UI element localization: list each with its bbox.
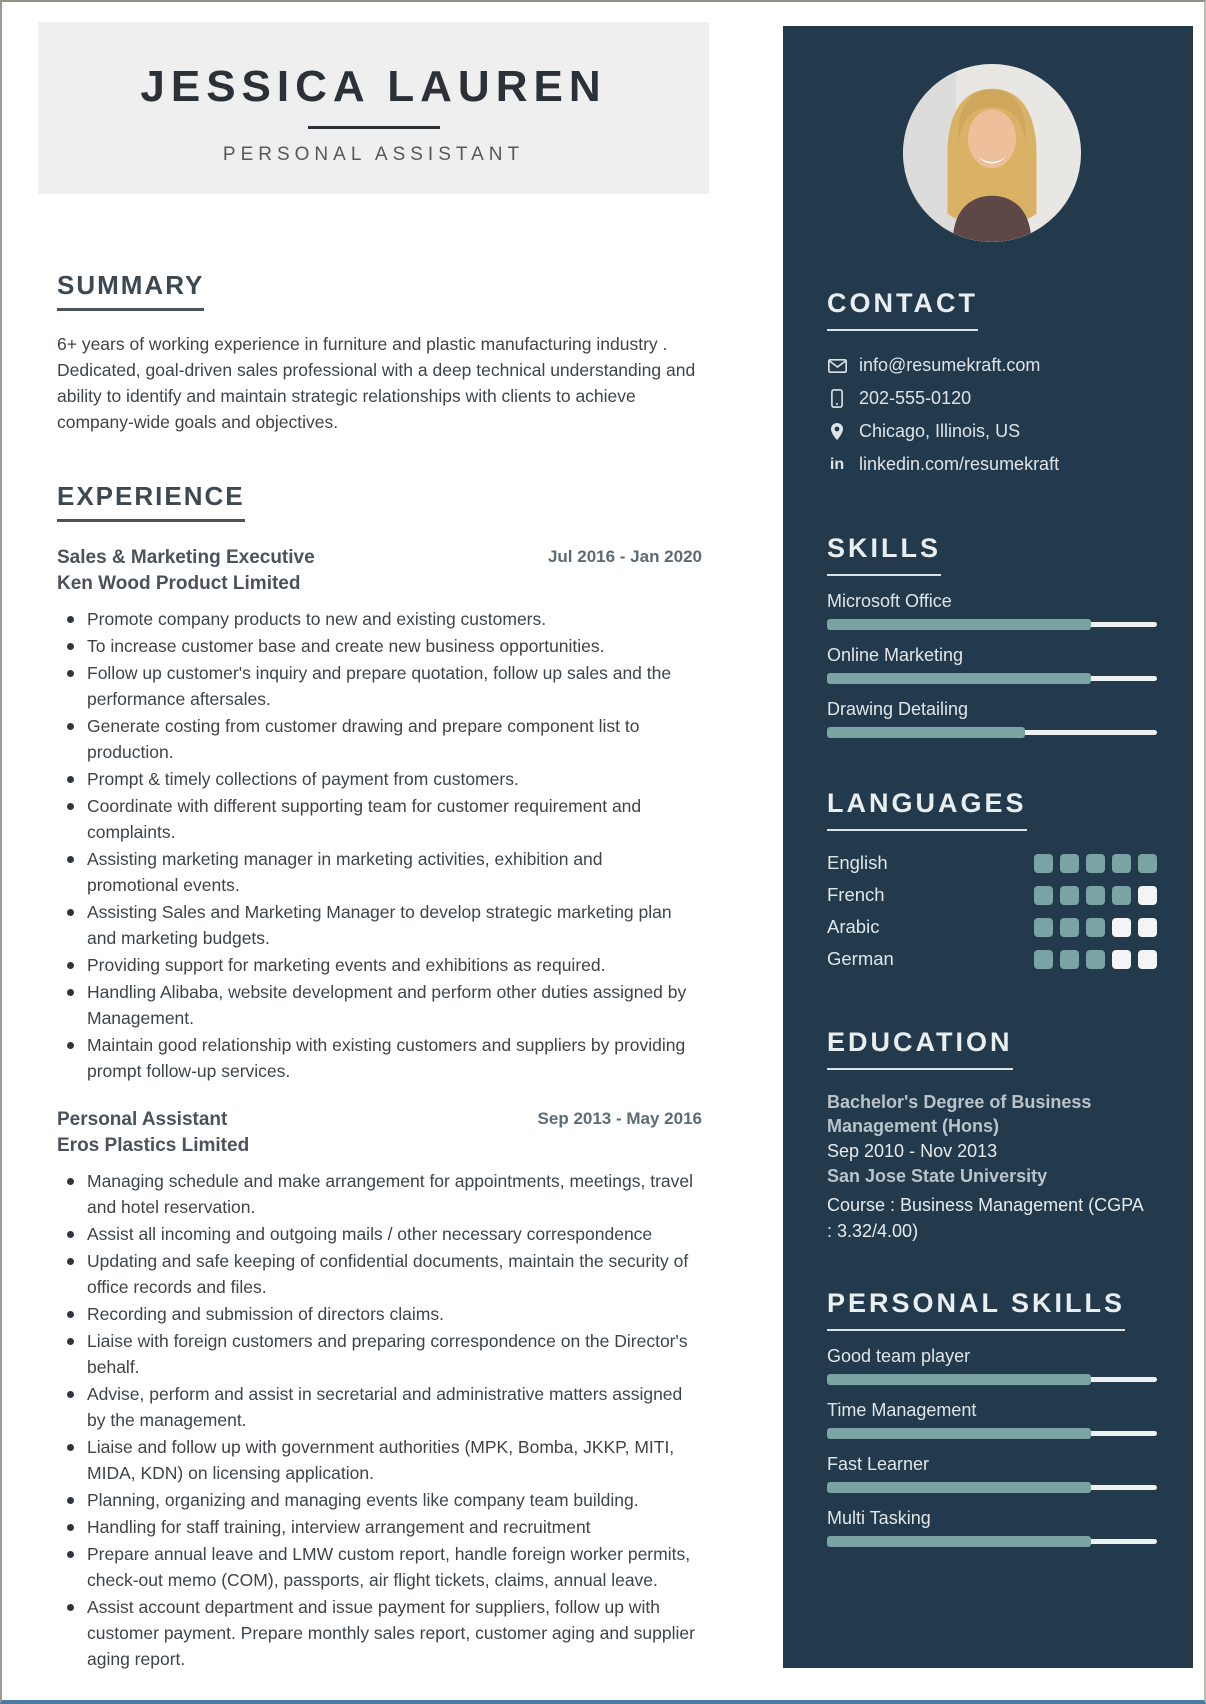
personal-skill-item xyxy=(827,1346,1157,1385)
list-item: Handling Alibaba, website development and perform other duties assigned by Management. xyxy=(57,979,697,1031)
skill-label: Microsoft Office xyxy=(827,591,952,611)
list-item: Follow up customer's inquiry and prepare quotation, follow up sales and the performance aftersales. xyxy=(57,660,697,712)
language-level-filled-square xyxy=(1060,854,1079,873)
name-divider xyxy=(308,126,440,129)
progress-fill xyxy=(827,1482,1091,1493)
list-item: Assisting Sales and Marketing Manager to develop strategic marketing plan and marketing budgets. xyxy=(57,899,697,951)
education-section xyxy=(827,1027,1157,1070)
language-level-squares xyxy=(1034,854,1157,873)
education-degree: Bachelor's Degree of Business Management (Hons) xyxy=(827,1092,1092,1136)
skill-progress-bar xyxy=(827,1482,1157,1493)
language-level-filled-square xyxy=(1086,918,1105,937)
skill-item xyxy=(827,591,1157,630)
main-content xyxy=(57,270,702,1673)
language-level-squares xyxy=(1034,918,1157,937)
list-item: Liaise and follow up with government authorities (MPK, Bomba, JKKP, MITI, MIDA, KDN) on licensing application. xyxy=(57,1434,697,1486)
list-item: Maintain good relationship with existing customers and suppliers by providing prompt follow-up services. xyxy=(57,1032,697,1084)
list-item: Planning, organizing and managing events like company team building. xyxy=(57,1487,697,1513)
job-header xyxy=(57,545,702,597)
personal-skill-label: Fast Learner xyxy=(827,1454,930,1474)
language-level-filled-square xyxy=(1112,886,1131,905)
list-item: Coordinate with different supporting team for customer requirement and complaints. xyxy=(57,793,697,845)
contact-linkedin-text: linkedin.com/resumekraft xyxy=(859,454,1060,474)
skills-list xyxy=(827,591,1157,738)
profile-photo-avatar xyxy=(903,64,1081,242)
education-course: Course : Business Management (CGPA : 3.32/4.00) xyxy=(827,1195,1143,1241)
language-label: German xyxy=(827,948,894,969)
skill-progress-bar xyxy=(827,1428,1157,1439)
language-level-filled-square xyxy=(1112,854,1131,873)
job-title-block xyxy=(57,1107,249,1159)
language-level-filled-square xyxy=(1060,886,1079,905)
experience-section xyxy=(57,481,702,522)
language-level-filled-square xyxy=(1138,854,1157,873)
contact-email-text: info@resumekraft.com xyxy=(859,355,1041,375)
languages-section xyxy=(827,788,1157,831)
language-level-empty-square xyxy=(1138,886,1157,905)
skill-progress-bar xyxy=(827,1374,1157,1385)
profile-photo xyxy=(903,64,1081,242)
list-item: To increase customer base and create new business opportunities. xyxy=(57,633,697,659)
list-item: Managing schedule and make arrangement for appointments, meetings, travel and hotel reservation. xyxy=(57,1168,697,1220)
header xyxy=(38,22,709,194)
summary-section xyxy=(57,270,702,435)
personal-skill-label: Good team player xyxy=(827,1346,971,1366)
job-header xyxy=(57,1107,702,1159)
skill-progress-bar xyxy=(827,727,1157,738)
job-position: Personal Assistant xyxy=(57,1109,228,1130)
experience-heading: EXPERIENCE xyxy=(57,481,245,522)
language-level-filled-square xyxy=(1086,950,1105,969)
language-level-empty-square xyxy=(1112,950,1131,969)
list-item: Updating and safe keeping of confidential documents, maintain the security of office records and files. xyxy=(57,1248,697,1300)
list-item: Providing support for marketing events and exhibitions as required. xyxy=(57,952,697,978)
language-level-filled-square xyxy=(1034,854,1053,873)
job-duties-list xyxy=(57,606,702,1084)
list-item: Assist account department and issue payment for suppliers, follow up with customer payment. Prepare monthly sales report, customer aging and supplier aging report. xyxy=(57,1594,697,1672)
progress-fill xyxy=(827,727,1025,738)
list-item: Prompt & timely collections of payment from customers. xyxy=(57,766,697,792)
language-level-empty-square xyxy=(1138,950,1157,969)
language-level-filled-square xyxy=(1034,918,1053,937)
skills-section xyxy=(827,533,1157,576)
personal-skill-item xyxy=(827,1400,1157,1439)
languages-heading: LANGUAGES xyxy=(827,788,1027,831)
progress-fill xyxy=(827,1536,1091,1547)
job-dates: Jul 2016 - Jan 2020 xyxy=(547,547,702,566)
personal-skill-label: Time Management xyxy=(827,1400,977,1420)
progress-fill xyxy=(827,619,1091,630)
skill-progress-bar xyxy=(827,619,1157,630)
candidate-job-title: PERSONAL ASSISTANT xyxy=(222,144,525,165)
personal-skills-heading: PERSONAL SKILLS xyxy=(827,1288,1125,1331)
education-heading: EDUCATION xyxy=(827,1027,1013,1070)
list-item: Generate costing from customer drawing and prepare component list to production. xyxy=(57,713,697,765)
language-row xyxy=(827,911,1157,943)
language-row xyxy=(827,943,1157,975)
education-entry xyxy=(827,1090,1157,1244)
contact-email[interactable] xyxy=(827,349,1157,382)
personal-skills-list xyxy=(827,1346,1157,1547)
language-level-empty-square xyxy=(1138,918,1157,937)
personal-skill-item xyxy=(827,1454,1157,1493)
sidebar xyxy=(783,26,1193,1668)
personal-skills-section xyxy=(827,1288,1157,1331)
personal-skill-item xyxy=(827,1508,1157,1547)
job-position: Sales & Marketing Executive xyxy=(57,547,315,568)
education-school: San Jose State University xyxy=(827,1166,1048,1186)
language-row xyxy=(827,879,1157,911)
contact-heading: CONTACT xyxy=(827,288,978,331)
contact-phone-text: 202-555-0120 xyxy=(859,388,972,408)
job-dates: Sep 2013 - May 2016 xyxy=(537,1109,702,1128)
contact-phone xyxy=(827,382,1157,415)
language-level-squares xyxy=(1034,950,1157,969)
language-label: English xyxy=(827,852,888,873)
progress-fill xyxy=(827,1428,1091,1439)
skill-item xyxy=(827,645,1157,684)
personal-skill-label: Multi Tasking xyxy=(827,1508,931,1528)
job-duties-list xyxy=(57,1168,702,1672)
language-level-filled-square xyxy=(1060,918,1079,937)
contact-location-text: Chicago, Illinois, US xyxy=(859,421,1021,441)
candidate-name: JESSICA LAUREN xyxy=(140,62,607,111)
progress-fill xyxy=(827,673,1091,684)
list-item: Advise, perform and assist in secretarial and administrative matters assigned by the management. xyxy=(57,1381,697,1433)
language-row xyxy=(827,847,1157,879)
list-item: Assisting marketing manager in marketing activities, exhibition and promotional events. xyxy=(57,846,697,898)
skill-progress-bar xyxy=(827,1536,1157,1547)
progress-fill xyxy=(827,1374,1091,1385)
linkedin-icon: in xyxy=(829,455,845,473)
list-item: Liaise with foreign customers and preparing correspondence on the Director's behalf. xyxy=(57,1328,697,1380)
list-item: Recording and submission of directors claims. xyxy=(57,1301,697,1327)
language-level-filled-square xyxy=(1034,950,1053,969)
language-level-filled-square xyxy=(1060,950,1079,969)
list-item: Handling for staff training, interview arrangement and recruitment xyxy=(57,1514,697,1540)
language-level-empty-square xyxy=(1112,918,1131,937)
location-icon xyxy=(827,422,847,442)
education-dates: Sep 2010 - Nov 2013 xyxy=(827,1141,998,1161)
list-item: Promote company products to new and existing customers. xyxy=(57,606,697,632)
language-level-filled-square xyxy=(1034,886,1053,905)
email-icon xyxy=(827,356,847,376)
summary-text: 6+ years of working experience in furniture and plastic manufacturing industry . Dedicated, goal-driven sales professional with a deep technical understanding and ability to identify and maintain strategic relationships with clients to achieve company-wide goals and objectives. xyxy=(57,334,696,432)
phone-icon xyxy=(827,389,847,409)
contact-list xyxy=(827,349,1157,481)
language-level-filled-square xyxy=(1086,886,1105,905)
skill-progress-bar xyxy=(827,673,1157,684)
job-entry xyxy=(57,545,702,1084)
summary-heading: SUMMARY xyxy=(57,270,204,311)
language-level-squares xyxy=(1034,886,1157,905)
language-label: Arabic xyxy=(827,916,880,937)
skill-label: Online Marketing xyxy=(827,645,964,665)
contact-linkedin[interactable] xyxy=(827,448,1157,481)
skill-item xyxy=(827,699,1157,738)
job-title-block xyxy=(57,545,315,597)
job-entry xyxy=(57,1107,702,1672)
contact-location xyxy=(827,415,1157,448)
language-level-filled-square xyxy=(1086,854,1105,873)
list-item: Prepare annual leave and LMW custom report, handle foreign worker permits, check-out memo (COM), passports, air flight tickets, claims, annual leave. xyxy=(57,1541,697,1593)
list-item: Assist all incoming and outgoing mails / other necessary correspondence xyxy=(57,1221,697,1247)
languages-list xyxy=(827,847,1157,975)
contact-section xyxy=(827,288,1157,331)
job-company: Eros Plastics Limited xyxy=(57,1135,250,1156)
language-label: French xyxy=(827,884,885,905)
skills-heading: SKILLS xyxy=(827,533,941,576)
job-company: Ken Wood Product Limited xyxy=(57,573,301,594)
skill-label: Drawing Detailing xyxy=(827,699,969,719)
